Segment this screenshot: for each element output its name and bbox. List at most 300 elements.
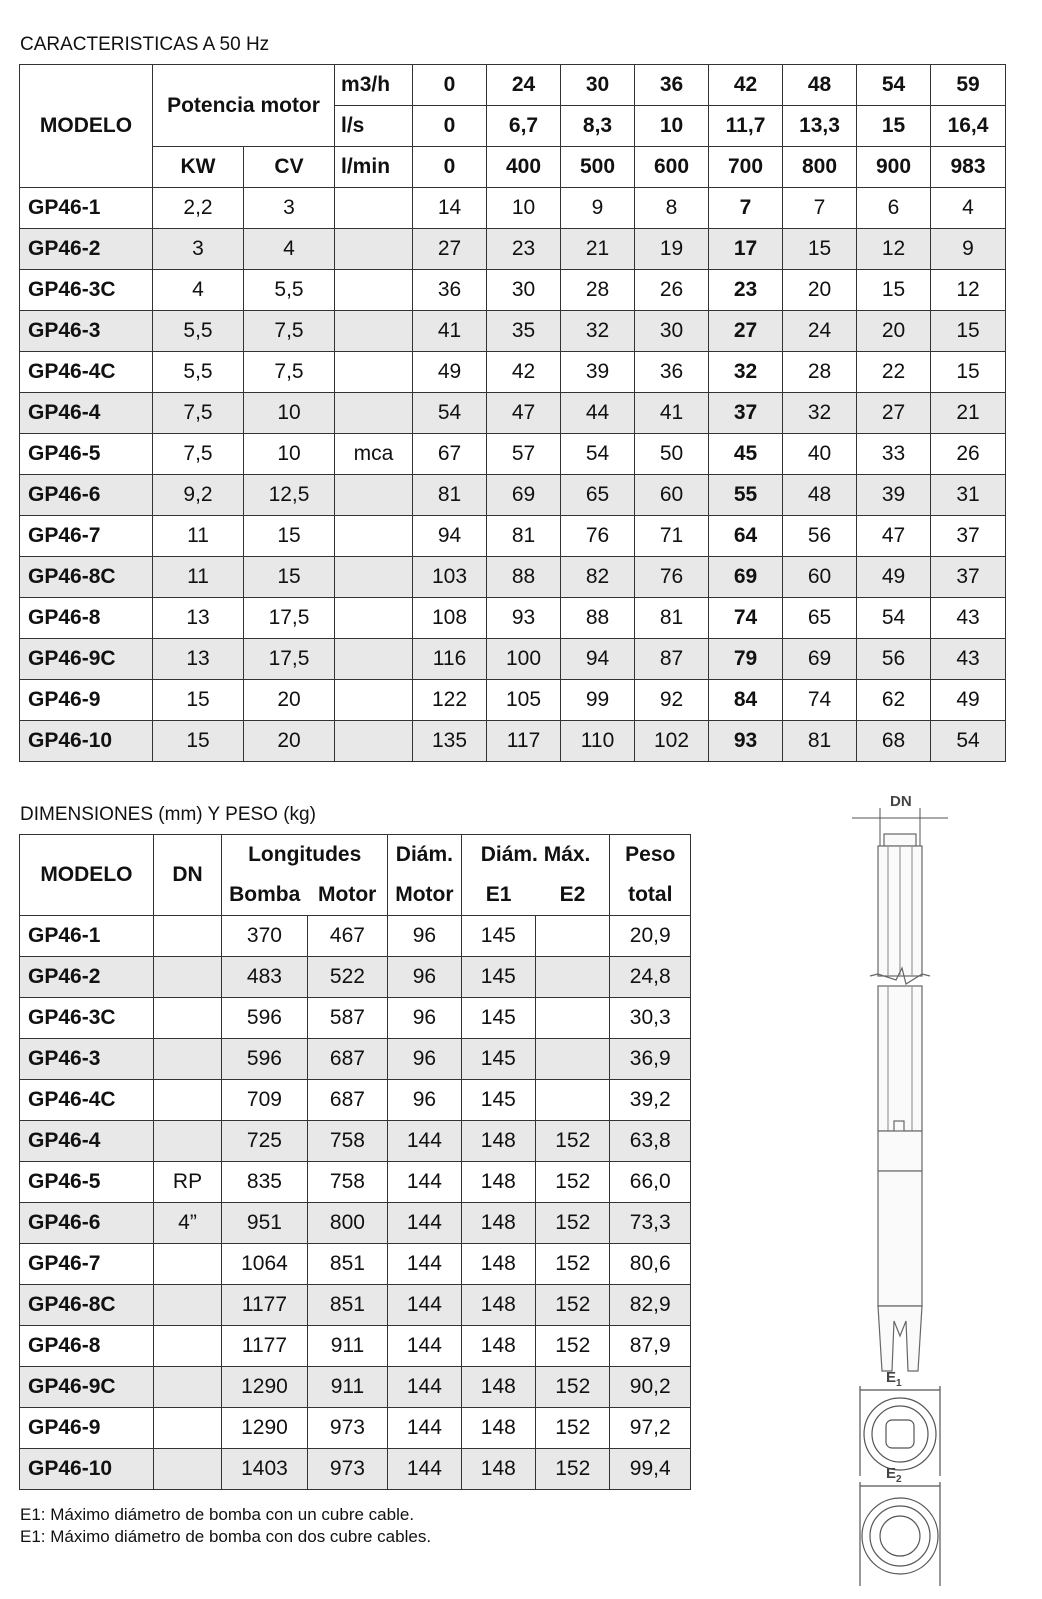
head-value-cell: 81	[783, 721, 857, 762]
head-value-cell: 65	[561, 475, 635, 516]
peso-cell: 87,9	[610, 1326, 691, 1367]
diam-cell: 96	[388, 998, 461, 1039]
peso-cell: 39,2	[610, 1080, 691, 1121]
bomba-cell: 596	[222, 1039, 308, 1080]
model-cell: GP46-8	[20, 1326, 154, 1367]
characteristics-title: CARACTERISTICAS A 50 Hz	[20, 34, 270, 55]
cv-cell: 12,5	[244, 475, 335, 516]
header-unit-lmin: l/min	[335, 147, 413, 188]
model-cell: GP46-3C	[20, 998, 154, 1039]
model-cell: GP46-8	[20, 598, 153, 639]
head-value-cell: 48	[783, 475, 857, 516]
head-value-cell: 20	[857, 311, 931, 352]
bomba-cell: 1290	[222, 1408, 308, 1449]
e2-cell	[536, 916, 610, 957]
head-value-cell: 102	[635, 721, 709, 762]
e2-cell: 152	[536, 1449, 610, 1490]
motor-cell: 851	[307, 1244, 387, 1285]
bomba-cell: 370	[222, 916, 308, 957]
motor-cell: 587	[307, 998, 387, 1039]
table-row	[20, 721, 1006, 762]
head-value-cell: 74	[709, 598, 783, 639]
motor-cell: 800	[307, 1203, 387, 1244]
head-value-cell: 117	[487, 721, 561, 762]
diam-cell: 144	[388, 1121, 461, 1162]
e1-cell: 145	[461, 1039, 535, 1080]
head-value-cell: 135	[413, 721, 487, 762]
head-value-cell: 76	[635, 557, 709, 598]
dimensions-title: DIMENSIONES (mm) Y PESO (kg)	[20, 804, 316, 825]
head-value-cell: 6	[857, 188, 931, 229]
head-value-cell: 49	[413, 352, 487, 393]
dn-cell	[153, 998, 221, 1039]
e1-cell: 148	[461, 1244, 535, 1285]
model-cell: GP46-4C	[20, 352, 153, 393]
head-value-cell: 69	[783, 639, 857, 680]
dn-cell	[153, 1244, 221, 1285]
e2-section-icon	[860, 1482, 940, 1586]
head-value-cell: 9	[931, 229, 1006, 270]
head-value-cell: 42	[487, 352, 561, 393]
header-lmin: 700	[709, 147, 783, 188]
head-value-cell: 39	[857, 475, 931, 516]
head-value-cell: 57	[487, 434, 561, 475]
head-value-cell: 28	[783, 352, 857, 393]
head-value-cell: 15	[931, 352, 1006, 393]
head-value-cell: 82	[561, 557, 635, 598]
header-longitudes: Longitudes	[222, 835, 388, 876]
head-value-cell: 54	[857, 598, 931, 639]
characteristics-table	[19, 64, 1006, 762]
head-value-cell: 37	[931, 557, 1006, 598]
model-cell: GP46-6	[20, 1203, 154, 1244]
header-ls: 11,7	[709, 106, 783, 147]
head-value-cell: 8	[635, 188, 709, 229]
header-ls: 13,3	[783, 106, 857, 147]
motor-cell: 851	[307, 1285, 387, 1326]
kw-cell: 4	[153, 270, 244, 311]
kw-cell: 9,2	[153, 475, 244, 516]
table-row	[20, 1203, 691, 1244]
head-value-cell: 93	[709, 721, 783, 762]
head-value-cell: 20	[783, 270, 857, 311]
diam-cell: 144	[388, 1326, 461, 1367]
cv-cell: 7,5	[244, 311, 335, 352]
unit-cell	[335, 475, 413, 516]
model-cell: GP46-6	[20, 475, 153, 516]
cv-cell: 15	[244, 516, 335, 557]
motor-cell: 687	[307, 1039, 387, 1080]
pump-body-icon	[870, 834, 930, 1371]
table-row	[20, 1285, 691, 1326]
table-row	[20, 998, 691, 1039]
header-m3h: 30	[561, 65, 635, 106]
peso-cell: 99,4	[610, 1449, 691, 1490]
unit-cell	[335, 639, 413, 680]
head-value-cell: 41	[413, 311, 487, 352]
model-cell: GP46-7	[20, 1244, 154, 1285]
head-value-cell: 110	[561, 721, 635, 762]
peso-cell: 73,3	[610, 1203, 691, 1244]
table-row	[20, 1244, 691, 1285]
table-row	[20, 311, 1006, 352]
cv-cell: 15	[244, 557, 335, 598]
header-m3h: 0	[413, 65, 487, 106]
kw-cell: 15	[153, 680, 244, 721]
table-row	[20, 188, 1006, 229]
table-row	[20, 1039, 691, 1080]
head-value-cell: 43	[931, 639, 1006, 680]
diam-cell: 144	[388, 1285, 461, 1326]
e2-label: $E_2$	[886, 1465, 902, 1485]
head-value-cell: 26	[931, 434, 1006, 475]
footnote-e1: E1: Máximo diámetro de bomba con un cubre cable.	[20, 1505, 415, 1524]
motor-cell: 911	[307, 1367, 387, 1408]
header-m3h: 24	[487, 65, 561, 106]
head-value-cell: 32	[561, 311, 635, 352]
unit-cell	[335, 721, 413, 762]
peso-cell: 82,9	[610, 1285, 691, 1326]
e1-cell: 145	[461, 998, 535, 1039]
unit-cell	[335, 598, 413, 639]
header-modelo: MODELO	[20, 835, 154, 916]
e2-cell: 152	[536, 1367, 610, 1408]
head-value-cell: 54	[413, 393, 487, 434]
head-value-cell: 68	[857, 721, 931, 762]
model-cell: GP46-1	[20, 916, 154, 957]
peso-cell: 80,6	[610, 1244, 691, 1285]
bomba-cell: 1403	[222, 1449, 308, 1490]
header-diam-max: Diám. Máx.	[461, 835, 610, 876]
head-value-cell: 55	[709, 475, 783, 516]
head-value-cell: 39	[561, 352, 635, 393]
kw-cell: 2,2	[153, 188, 244, 229]
head-value-cell: 122	[413, 680, 487, 721]
e2-cell	[536, 1080, 610, 1121]
e2-cell: 152	[536, 1162, 610, 1203]
head-value-cell: 4	[931, 188, 1006, 229]
cv-cell: 20	[244, 680, 335, 721]
header-diam: Diám.	[388, 835, 461, 876]
head-value-cell: 15	[783, 229, 857, 270]
footnote-e2: E1: Máximo diámetro de bomba con dos cubre cables.	[20, 1527, 432, 1546]
header-ls: 16,4	[931, 106, 1006, 147]
kw-cell: 15	[153, 721, 244, 762]
cv-cell: 4	[244, 229, 335, 270]
table-row	[20, 1408, 691, 1449]
head-value-cell: 79	[709, 639, 783, 680]
head-value-cell: 27	[413, 229, 487, 270]
header-lmin: 600	[635, 147, 709, 188]
head-value-cell: 81	[635, 598, 709, 639]
unit-cell	[335, 352, 413, 393]
header-ls: 8,3	[561, 106, 635, 147]
cv-cell: 17,5	[244, 639, 335, 680]
head-value-cell: 23	[487, 229, 561, 270]
head-value-cell: 15	[857, 270, 931, 311]
table-row	[20, 352, 1006, 393]
head-value-cell: 21	[561, 229, 635, 270]
diam-cell: 144	[388, 1367, 461, 1408]
dn-cell	[153, 1285, 221, 1326]
peso-cell: 20,9	[610, 916, 691, 957]
model-cell: GP46-10	[20, 1449, 154, 1490]
model-cell: GP46-10	[20, 721, 153, 762]
head-value-cell: 19	[635, 229, 709, 270]
head-value-cell: 94	[413, 516, 487, 557]
head-value-cell: 24	[783, 311, 857, 352]
table-row	[20, 434, 1006, 475]
e2-cell: 152	[536, 1244, 610, 1285]
head-value-cell: 105	[487, 680, 561, 721]
kw-cell: 5,5	[153, 311, 244, 352]
head-value-cell: 69	[487, 475, 561, 516]
e1-cell: 148	[461, 1162, 535, 1203]
dn-cell	[153, 916, 221, 957]
peso-cell: 24,8	[610, 957, 691, 998]
unit-cell	[335, 680, 413, 721]
head-value-cell: 22	[857, 352, 931, 393]
head-value-cell: 76	[561, 516, 635, 557]
unit-cell	[335, 557, 413, 598]
dn-cell	[153, 1039, 221, 1080]
peso-cell: 97,2	[610, 1408, 691, 1449]
cv-cell: 7,5	[244, 352, 335, 393]
dn-cell	[153, 1080, 221, 1121]
model-cell: GP46-3	[20, 1039, 154, 1080]
head-value-cell: 32	[783, 393, 857, 434]
dn-cell	[153, 1367, 221, 1408]
header-lmin: 983	[931, 147, 1006, 188]
e2-cell	[536, 998, 610, 1039]
peso-cell: 90,2	[610, 1367, 691, 1408]
head-value-cell: 33	[857, 434, 931, 475]
unit-cell	[335, 516, 413, 557]
diam-cell: 96	[388, 1080, 461, 1121]
head-value-cell: 60	[783, 557, 857, 598]
kw-cell: 13	[153, 639, 244, 680]
head-value-cell: 116	[413, 639, 487, 680]
cv-cell: 20	[244, 721, 335, 762]
e1-cell: 148	[461, 1285, 535, 1326]
motor-cell: 973	[307, 1408, 387, 1449]
table-row	[20, 598, 1006, 639]
e2-cell: 152	[536, 1408, 610, 1449]
header-modelo: MODELO	[20, 65, 153, 188]
bomba-cell: 1177	[222, 1285, 308, 1326]
model-cell: GP46-7	[20, 516, 153, 557]
table-row	[20, 393, 1006, 434]
header-potencia-motor: Potencia motor	[153, 65, 335, 147]
head-value-cell: 108	[413, 598, 487, 639]
dn-cell: 4”	[153, 1203, 221, 1244]
head-value-cell: 15	[931, 311, 1006, 352]
head-value-cell: 56	[783, 516, 857, 557]
model-cell: GP46-8C	[20, 1285, 154, 1326]
e1-cell: 148	[461, 1449, 535, 1490]
header-dn: DN	[153, 835, 221, 916]
dn-cell	[153, 1449, 221, 1490]
kw-cell: 7,5	[153, 393, 244, 434]
e1-cell: 148	[461, 1121, 535, 1162]
bomba-cell: 709	[222, 1080, 308, 1121]
head-value-cell: 30	[487, 270, 561, 311]
head-value-cell: 21	[931, 393, 1006, 434]
e1-label: $E_1$	[886, 1369, 902, 1389]
dimensions-table	[19, 834, 691, 1490]
head-value-cell: 49	[857, 557, 931, 598]
head-value-cell: 37	[931, 516, 1006, 557]
head-value-cell: 74	[783, 680, 857, 721]
head-value-cell: 60	[635, 475, 709, 516]
header-e2: E2	[536, 875, 610, 916]
bomba-cell: 483	[222, 957, 308, 998]
head-value-cell: 84	[709, 680, 783, 721]
header-ls: 10	[635, 106, 709, 147]
unit-cell	[335, 270, 413, 311]
cv-cell: 5,5	[244, 270, 335, 311]
head-value-cell: 14	[413, 188, 487, 229]
e1-cell: 148	[461, 1203, 535, 1244]
motor-cell: 467	[307, 916, 387, 957]
diam-cell: 96	[388, 957, 461, 998]
head-value-cell: 10	[487, 188, 561, 229]
motor-cell: 758	[307, 1121, 387, 1162]
head-value-cell: 103	[413, 557, 487, 598]
e2-cell: 152	[536, 1203, 610, 1244]
head-value-cell: 17	[709, 229, 783, 270]
head-value-cell: 99	[561, 680, 635, 721]
head-value-cell: 50	[635, 434, 709, 475]
header-diam-motor: Motor	[388, 875, 461, 916]
table-row	[20, 229, 1006, 270]
head-value-cell: 54	[931, 721, 1006, 762]
peso-cell: 30,3	[610, 998, 691, 1039]
head-value-cell: 65	[783, 598, 857, 639]
kw-cell: 13	[153, 598, 244, 639]
head-value-cell: 62	[857, 680, 931, 721]
kw-cell: 5,5	[153, 352, 244, 393]
unit-cell	[335, 229, 413, 270]
e1-cell: 148	[461, 1367, 535, 1408]
header-lmin: 400	[487, 147, 561, 188]
head-value-cell: 37	[709, 393, 783, 434]
table-row	[20, 475, 1006, 516]
header-unit-ls: l/s	[335, 106, 413, 147]
head-value-cell: 54	[561, 434, 635, 475]
header-unit-m3h: m3/h	[335, 65, 413, 106]
head-value-cell: 67	[413, 434, 487, 475]
kw-cell: 11	[153, 557, 244, 598]
head-value-cell: 7	[709, 188, 783, 229]
header-lmin: 500	[561, 147, 635, 188]
head-value-cell: 44	[561, 393, 635, 434]
model-cell: GP46-4C	[20, 1080, 154, 1121]
unit-cell	[335, 393, 413, 434]
model-cell: GP46-9	[20, 680, 153, 721]
diam-cell: 144	[388, 1203, 461, 1244]
model-cell: GP46-2	[20, 229, 153, 270]
e2-cell	[536, 957, 610, 998]
table-row	[20, 1326, 691, 1367]
head-value-cell: 27	[857, 393, 931, 434]
head-value-cell: 36	[413, 270, 487, 311]
table-row	[20, 270, 1006, 311]
head-value-cell: 64	[709, 516, 783, 557]
header-cv: CV	[244, 147, 335, 188]
table-row	[20, 1121, 691, 1162]
model-cell: GP46-3C	[20, 270, 153, 311]
head-value-cell: 49	[931, 680, 1006, 721]
motor-cell: 687	[307, 1080, 387, 1121]
table-row	[20, 516, 1006, 557]
e1-section-icon	[860, 1386, 940, 1476]
head-value-cell: 81	[487, 516, 561, 557]
cv-cell: 10	[244, 434, 335, 475]
header-m3h: 48	[783, 65, 857, 106]
head-value-cell: 27	[709, 311, 783, 352]
table-row	[20, 1367, 691, 1408]
dn-cell	[153, 957, 221, 998]
e1-cell: 148	[461, 1408, 535, 1449]
head-value-cell: 12	[857, 229, 931, 270]
head-value-cell: 81	[413, 475, 487, 516]
model-cell: GP46-5	[20, 1162, 154, 1203]
pump-diagram	[840, 786, 960, 1591]
head-value-cell: 69	[709, 557, 783, 598]
dn-cell	[153, 1408, 221, 1449]
head-value-cell: 87	[635, 639, 709, 680]
head-value-cell: 40	[783, 434, 857, 475]
header-ls: 0	[413, 106, 487, 147]
table-row	[20, 957, 691, 998]
head-value-cell: 71	[635, 516, 709, 557]
bomba-cell: 596	[222, 998, 308, 1039]
dn-cell: RP	[153, 1162, 221, 1203]
diam-cell: 144	[388, 1244, 461, 1285]
model-cell: GP46-4	[20, 393, 153, 434]
head-value-cell: 7	[783, 188, 857, 229]
motor-cell: 973	[307, 1449, 387, 1490]
header-lmin: 900	[857, 147, 931, 188]
table-row	[20, 680, 1006, 721]
head-value-cell: 41	[635, 393, 709, 434]
unit-cell: mca	[335, 434, 413, 475]
header-total: total	[610, 875, 691, 916]
head-value-cell: 26	[635, 270, 709, 311]
bomba-cell: 1064	[222, 1244, 308, 1285]
head-value-cell: 93	[487, 598, 561, 639]
header-m3h: 59	[931, 65, 1006, 106]
header-lmin: 800	[783, 147, 857, 188]
header-kw: KW	[153, 147, 244, 188]
e2-cell: 152	[536, 1121, 610, 1162]
e1-cell: 145	[461, 916, 535, 957]
bomba-cell: 951	[222, 1203, 308, 1244]
motor-cell: 758	[307, 1162, 387, 1203]
kw-cell: 11	[153, 516, 244, 557]
head-value-cell: 45	[709, 434, 783, 475]
e1-cell: 148	[461, 1326, 535, 1367]
model-cell: GP46-9C	[20, 639, 153, 680]
head-value-cell: 92	[635, 680, 709, 721]
e2-cell	[536, 1039, 610, 1080]
peso-cell: 66,0	[610, 1162, 691, 1203]
unit-cell	[335, 311, 413, 352]
head-value-cell: 31	[931, 475, 1006, 516]
header-peso: Peso	[610, 835, 691, 876]
table-row	[20, 557, 1006, 598]
